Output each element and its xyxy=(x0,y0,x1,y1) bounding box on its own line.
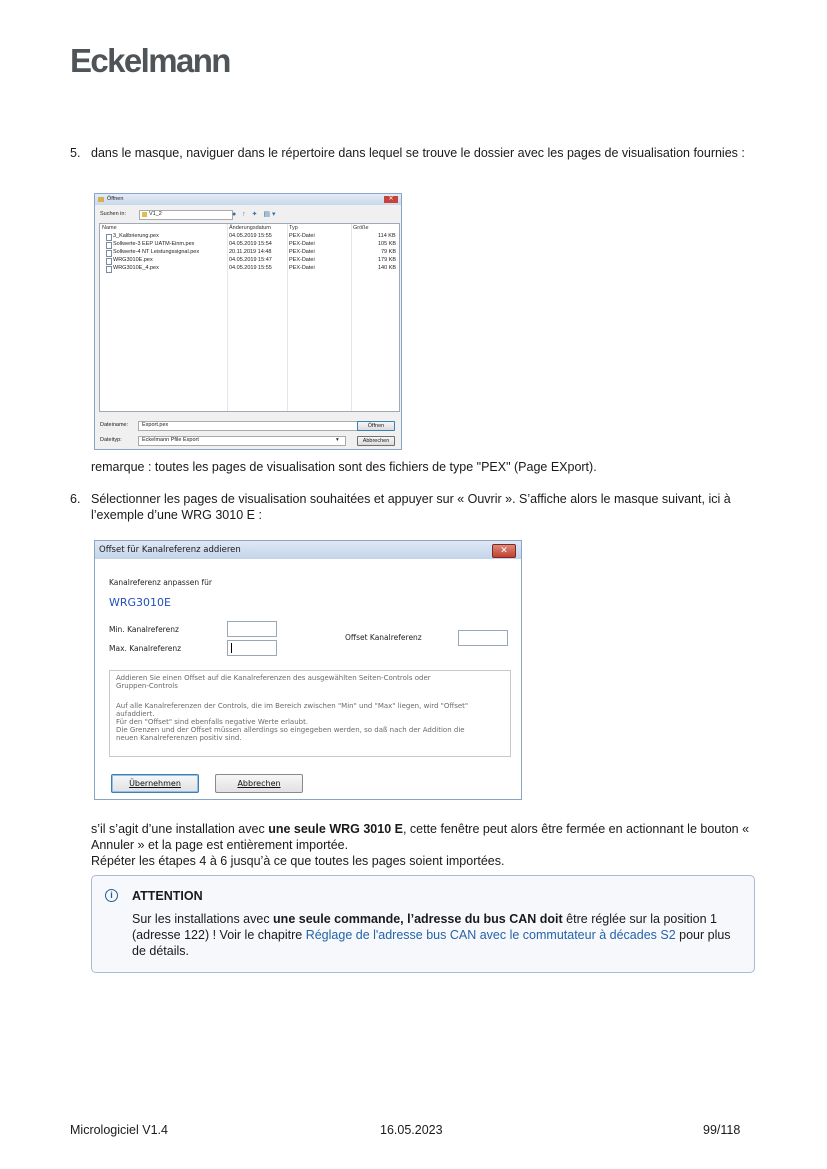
lookin-select[interactable] xyxy=(139,210,233,220)
file-type: PEX-Datei xyxy=(289,265,315,271)
file-size: 114 KB xyxy=(378,233,396,239)
file-name: Sollwerte-4 NT Leistungssignal.pex xyxy=(113,249,200,255)
dialog-title: Öffnen xyxy=(107,196,124,202)
attention-body xyxy=(132,911,742,959)
info-text: Gruppen-Controls xyxy=(116,682,178,690)
file-row[interactable] xyxy=(100,257,399,265)
file-type: PEX-Datei xyxy=(289,249,315,255)
repeat-paragraph: Répéter les étapes 4 à 6 jusqu’à ce que toutes les pages soient importées. xyxy=(91,854,505,868)
dialog-titlebar xyxy=(95,541,521,559)
attention-box xyxy=(91,875,755,973)
max-input[interactable] xyxy=(227,640,277,656)
close-icon[interactable]: ✕ xyxy=(384,196,398,203)
file-name: WRG3010E.pex xyxy=(113,257,153,263)
filetype-label: Dateityp: xyxy=(100,437,122,443)
filetype-value: Eckelmann Pfile Export xyxy=(142,437,199,443)
column-header-size[interactable]: Größe xyxy=(353,225,369,231)
step-text: dans le masque, naviguer dans le répertoire dans lequel se trouve le dossier avec les pages de visualisation fournies : xyxy=(91,146,745,160)
file-name: Sollwerte-3 EEP UATM-Einm.pex xyxy=(113,241,195,247)
file-row[interactable] xyxy=(100,241,399,249)
open-file-dialog xyxy=(94,193,402,450)
info-group xyxy=(109,670,511,757)
info-text: Addieren Sie einen Offset auf die Kanalreferenzen des ausgewählten Seiten-Controls oder xyxy=(116,674,431,682)
note-text: s’il s’agit d’une installation avec xyxy=(91,822,269,836)
info-text: aufaddiert. xyxy=(116,710,155,718)
chevron-down-icon: ▾ xyxy=(336,437,339,443)
file-date: 20.11.2019 14:48 xyxy=(229,249,272,255)
close-icon[interactable]: ✕ xyxy=(492,544,516,558)
folder-icon xyxy=(142,212,147,217)
remark: remarque : toutes les pages de visualisation sont des fichiers de type "PEX" (Page EXport). xyxy=(91,460,597,474)
company-logo: Eckelmann xyxy=(70,42,230,79)
info-text: Für den "Offset" sind ebenfalls negative Werte erlaubt. xyxy=(116,718,309,726)
file-type: PEX-Datei xyxy=(289,241,315,247)
file-icon xyxy=(106,234,112,241)
min-label: Min. Kanalreferenz xyxy=(109,625,179,634)
filename-label: Dateiname: xyxy=(100,422,129,428)
filetype-select[interactable] xyxy=(138,436,346,446)
apply-button[interactable] xyxy=(111,774,199,793)
column-header-name[interactable]: Name xyxy=(102,225,117,231)
file-icon xyxy=(106,250,112,257)
open-button[interactable]: Öffnen xyxy=(357,421,395,431)
filename-value: Export.pex xyxy=(142,422,169,428)
apply-button-label: Übernehmen xyxy=(129,779,181,788)
lookin-label: Suchen in: xyxy=(100,211,126,217)
file-type: PEX-Datei xyxy=(289,233,315,239)
step-6 xyxy=(70,491,760,523)
footer-left: Micrologiciel V1.4 xyxy=(70,1123,168,1137)
offset-label: Offset Kanalreferenz xyxy=(345,633,422,642)
cancel-button-label: Abbrechen xyxy=(237,779,281,788)
max-label: Max. Kanalreferenz xyxy=(109,644,182,653)
file-size: 140 KB xyxy=(378,265,397,271)
toolbar-icons[interactable]: ● ↑ ✦ ▤▾ xyxy=(232,211,278,218)
attention-text: pour plus de détails. xyxy=(132,928,731,958)
adjust-label: Kanalreferenz anpassen für xyxy=(109,578,212,587)
file-icon xyxy=(106,266,112,273)
file-date: 04.05.2019 15:55 xyxy=(229,265,272,271)
offset-dialog xyxy=(94,540,522,800)
file-icon xyxy=(106,258,112,265)
attention-title: ATTENTION xyxy=(132,889,203,903)
info-text: neuen Kanalreferenzen positiv sind. xyxy=(116,734,242,742)
footer-date: 16.05.2023 xyxy=(380,1123,443,1137)
column-header-date[interactable]: Änderungsdatum xyxy=(229,225,271,231)
step-number: 6. xyxy=(70,492,81,506)
file-type: PEX-Datei xyxy=(289,257,315,263)
cancel-button[interactable]: Abbrechen xyxy=(357,436,395,446)
file-date: 04.05.2019 15:55 xyxy=(229,233,272,239)
file-date: 04.05.2019 15:54 xyxy=(229,241,272,247)
note-text-end: , cette fenêtre peut alors être fermée en actionnant le bouton « Annuler » et la page est entièrement importée. xyxy=(91,822,750,852)
info-icon: i xyxy=(105,889,118,902)
offset-input[interactable] xyxy=(458,630,508,646)
info-text: Auf alle Kanalreferenzen der Controls, die im Bereich zwischen "Min" und "Max" liegen, wird "Offset" xyxy=(116,702,469,710)
file-row[interactable] xyxy=(100,233,399,241)
file-icon xyxy=(106,242,112,249)
file-size: 179 KB xyxy=(378,257,397,263)
file-row[interactable] xyxy=(100,265,399,273)
note-paragraph xyxy=(91,821,761,853)
step-5 xyxy=(70,145,760,161)
folder-icon xyxy=(98,197,104,202)
chapter-link[interactable]: Réglage de l'adresse bus CAN avec le commutateur à décades S2 xyxy=(305,928,676,942)
note-bold: une seule WRG 3010 E xyxy=(268,822,403,836)
step-text: Sélectionner les pages de visualisation souhaitées et appuyer sur « Ouvrir ». S’affiche alors le masque suivant, ici à l’exemple d’une WRG 3010 E : xyxy=(91,492,731,522)
file-date: 04.05.2019 15:47 xyxy=(229,257,272,263)
text-caret xyxy=(231,643,232,653)
file-name: WRG3010E_4.pex xyxy=(113,265,159,271)
file-name: 3_Kalibrierung.pex xyxy=(113,233,159,239)
column-header-type[interactable]: Typ xyxy=(289,225,298,231)
file-size: 79 KB xyxy=(381,249,396,255)
file-list[interactable] xyxy=(99,223,400,412)
dialog-titlebar xyxy=(95,194,401,205)
lookin-value: V1_2 xyxy=(149,211,162,217)
device-name: WRG3010E xyxy=(109,596,171,609)
cancel-button[interactable] xyxy=(215,774,303,793)
step-number: 5. xyxy=(70,146,81,160)
file-size: 105 KB xyxy=(378,241,397,247)
dialog-title: Offset für Kanalreferenz addieren xyxy=(99,545,241,555)
filename-input[interactable] xyxy=(138,421,366,431)
footer-page: 99/118 xyxy=(703,1123,741,1137)
attention-text: être réglée sur la position 1 (adresse 122) ! Voir le chapitre xyxy=(132,912,717,942)
attention-bold: une seule commande, l’adresse du bus CAN doit xyxy=(273,912,563,926)
info-text: Die Grenzen und der Offset müssen allerdings so eingegeben werden, so daß nach der Addition die xyxy=(116,726,465,734)
min-input[interactable] xyxy=(227,621,277,637)
attention-text: Sur les installations avec xyxy=(132,912,274,926)
file-row[interactable] xyxy=(100,249,399,257)
